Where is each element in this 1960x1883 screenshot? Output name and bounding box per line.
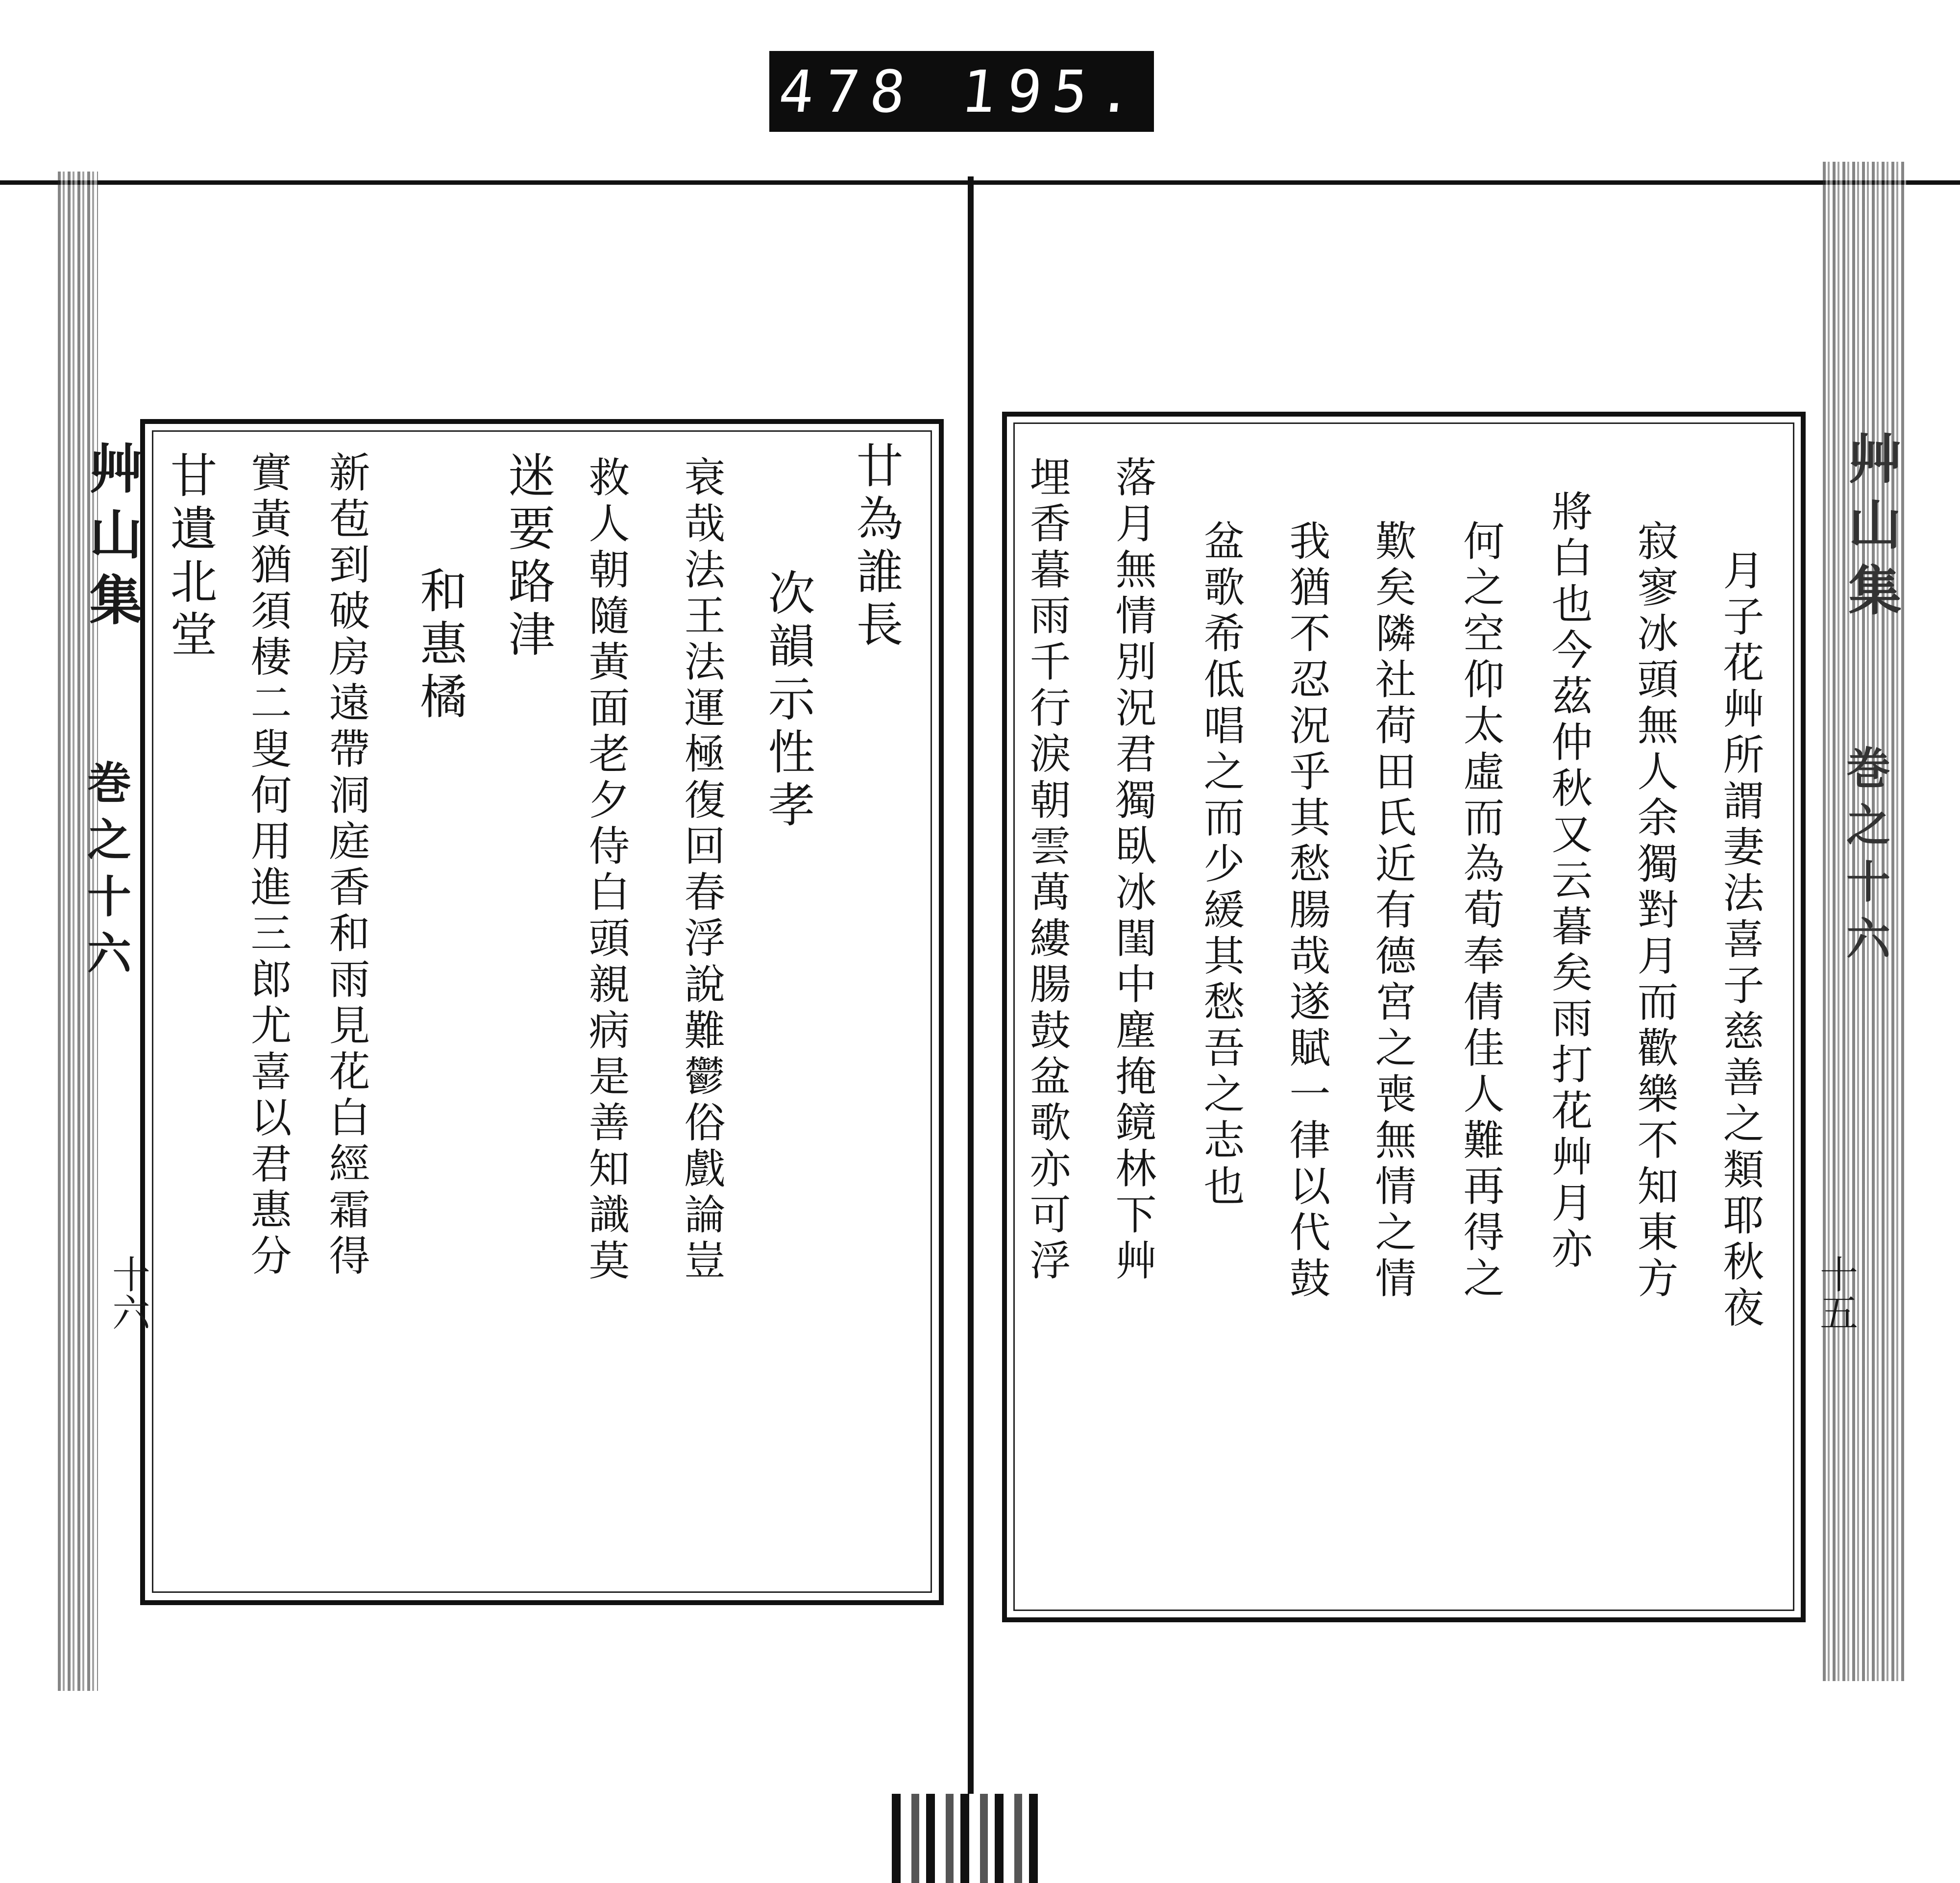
left-col-5: 迷要路津: [501, 451, 556, 663]
left-col-9: 甘遺北堂: [163, 451, 218, 663]
left-margin-volume: 巻之十六: [79, 760, 131, 987]
gutter-line: [968, 176, 974, 1882]
right-col-8: 落月無情別況君獨臥冰閨中塵掩鏡林下艸: [1109, 456, 1157, 1285]
right-col-2: 寂寥冰頭無人余獨對月而歡樂不知東方: [1631, 520, 1679, 1303]
left-col-2: 次韻示性孝: [760, 569, 815, 833]
left-col-1: 廿為誰長: [849, 441, 904, 653]
right-col-5: 歎矣隣社荷田氏近有德宮之喪無情之情: [1369, 520, 1417, 1303]
right-col-1: 月子花艸所謂妻法喜子慈善之類耶秋夜: [1716, 549, 1764, 1332]
right-col-9: 埋香暮雨千行淚朝雲萬縷腸鼓盆歌亦可浮: [1023, 456, 1071, 1285]
right-col-3: 將白也今茲仲秋又云暮矣雨打花艸月亦: [1545, 490, 1593, 1273]
top-rule: [0, 180, 1960, 185]
left-margin-title: 艸山集: [80, 441, 142, 638]
binding-stub: [892, 1794, 1049, 1883]
right-margin-title: 艸山集: [1839, 431, 1901, 628]
left-col-3: 衰哉法王法運極復回春浮說難鬱俗戲論豈: [678, 456, 726, 1285]
left-col-6: 和惠橘: [413, 566, 467, 725]
right-col-7: 盆歌希低唱之而少緩其愁吾之志也: [1197, 520, 1245, 1211]
right-margin-volume: 巻之十六: [1838, 745, 1890, 972]
left-folio-number: 十六: [106, 1255, 150, 1331]
call-number-text: 478 195.: [776, 57, 1148, 125]
right-col-4: 何之空仰太虛而為荀奉倩佳人難再得之: [1457, 520, 1505, 1303]
right-col-6: 我猶不忍況乎其愁腸哉遂賦一律以代鼓: [1283, 520, 1331, 1303]
left-col-7: 新苞到破房遠帶洞庭香和雨見花白經霜得: [322, 451, 370, 1280]
call-number-label: [769, 51, 1154, 132]
left-col-4: 救人朝隨黃面老夕侍白頭親病是善知識莫: [582, 456, 630, 1285]
left-col-8: 實黃猶須棲二叟何用進三郎尤喜以君惠分: [244, 451, 292, 1280]
right-folio-number: 十五: [1813, 1255, 1858, 1331]
